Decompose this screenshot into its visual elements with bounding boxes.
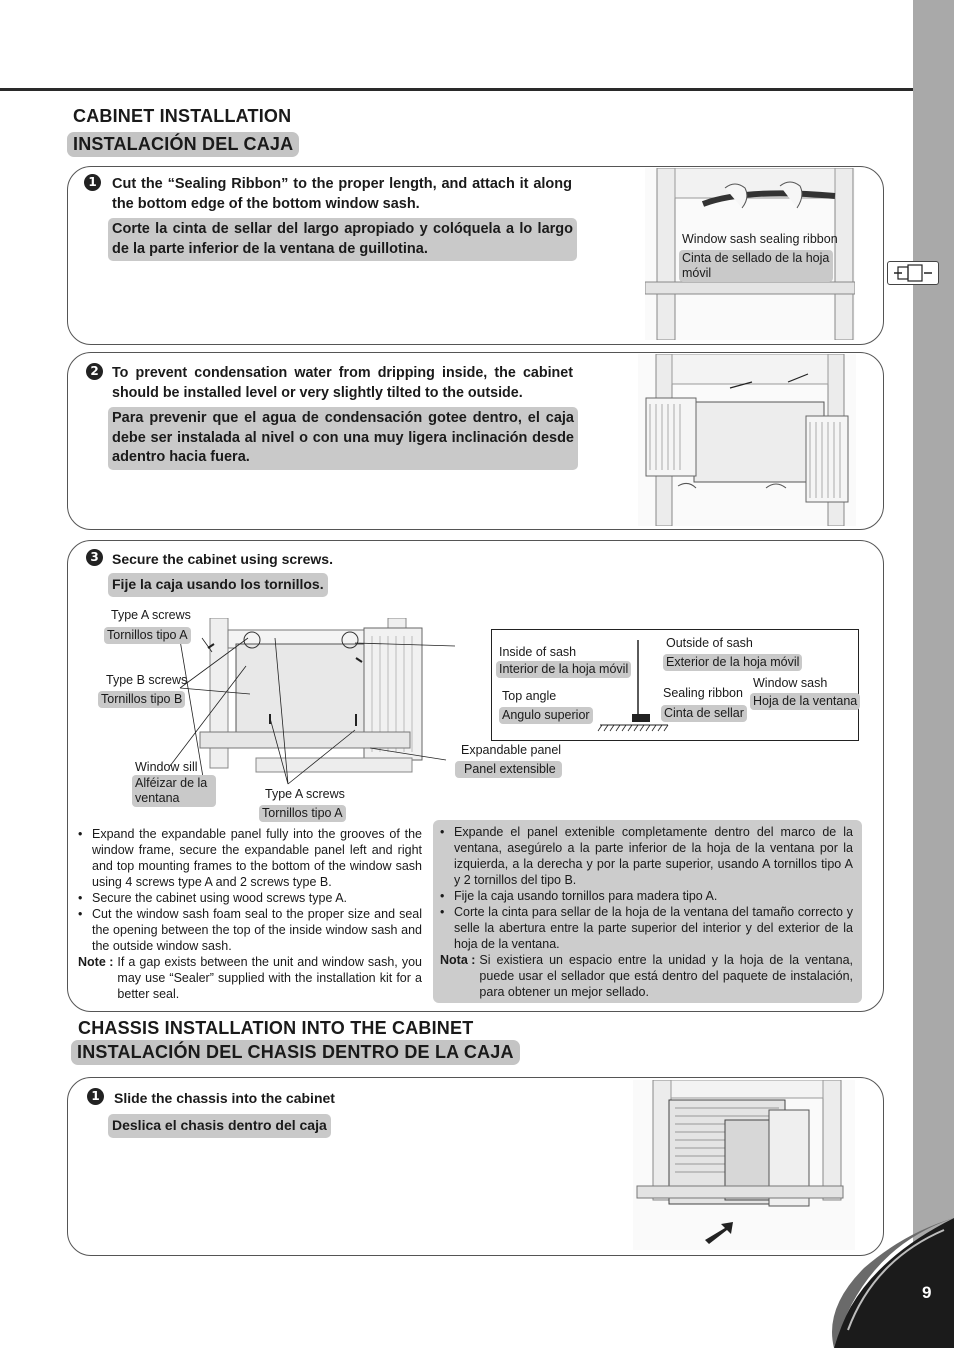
label-inside-sash-en: Inside of sash <box>499 645 577 659</box>
step3-text-en: Secure the cabinet using screws. <box>112 551 333 567</box>
note-label-es: Nota : <box>440 953 476 967</box>
page-number: 9 <box>922 1283 932 1302</box>
label-inside-sash-es: Interior de la hoja móvil <box>496 661 631 678</box>
bullet-en: • Cut the window sash foam seal to the proper size and seal the opening between the top of the inside window sash and the outside window sash. <box>78 906 422 954</box>
bullet-es: • Expande el panel extenible completamente dentro del marco de la ventana, asegúrelo a la parte inferior de la hoja de la ventana por la izquierda, a la derecha y por la parte superior, usando A tornillos tipo A y 2 tornillos del tipo B. <box>440 824 853 888</box>
bullet-es: • Corte la cinta para sellar de la hoja de la ventana del tamaño correcto y selle la abertura entre la parte superior del interior y del exterior de la hoja de la ventana. <box>440 904 853 952</box>
bullet-es: • Fije la caja usando tornillos para madera tipo A. <box>440 888 853 904</box>
step-number: 3 <box>86 549 103 566</box>
step-number: 1 <box>87 1088 104 1105</box>
chassis-title-en: CHASSIS INSTALLATION INTO THE CABINET <box>78 1018 474 1038</box>
label-top-angle-en: Top angle <box>502 689 557 703</box>
label-window-sash-ribbon-en: Window sash sealing ribbon <box>682 232 838 246</box>
label-window-sill-es: Alféizar de la ventana <box>132 775 216 807</box>
note-es <box>440 952 853 1000</box>
step-number: 2 <box>86 363 103 380</box>
chassis-step1-text-es: Deslica el chasis dentro del caja <box>108 1114 331 1138</box>
step3-text-es: Fije la caja usando los tornillos. <box>108 573 328 597</box>
label-window-sill-en: Window sill <box>135 760 198 774</box>
step1-text-en: Cut the “Sealing Ribbon” to the proper length, and attach it along the bottom edge of the bottom window sash. <box>112 176 572 212</box>
cabinet-title-en: CABINET INSTALLATION <box>73 106 292 126</box>
chassis-title-es: INSTALACIÓN DEL CHASIS DENTRO DE LA CAJA <box>71 1040 520 1065</box>
note-label-en: Note : <box>78 955 114 969</box>
note-text-en: If a gap exists between the unit and window sash, you may use “Sealer” supplied with the installation kit for a better seal. <box>117 955 422 1001</box>
chassis-step1-text-en: Slide the chassis into the cabinet <box>114 1090 335 1106</box>
label-sealing-ribbon-es: Cinta de sellar <box>661 705 747 722</box>
cabinet-title-es: INSTALACIÓN DEL CAJA <box>67 132 299 157</box>
page-curl <box>804 1208 954 1348</box>
label-type-b-en: Type B screws <box>106 673 188 687</box>
label-outside-sash-en: Outside of sash <box>666 636 753 650</box>
label-sealing-ribbon-en: Sealing ribbon <box>663 686 743 700</box>
step1-text-es: Corte la cinta de sellar del largo apropiado y colóquela a lo largo de la parte inferior de la ventana de guillotina. <box>108 218 577 261</box>
note-text-es: Si existiera un espacio entre la unidad y la hoja de la ventana, puede usar el sellador que está dentro del paquete de instalación, para obtener un mejor sellado. <box>479 953 853 999</box>
level-install-illustration <box>638 354 856 526</box>
label-type-a-en: Type A screws <box>111 608 191 622</box>
label-expandable-panel-es: Panel extensible <box>455 761 562 778</box>
bullet-en: • Secure the cabinet using wood screws type A. <box>78 890 422 906</box>
label-type-a2-es: Tornillos tipo A <box>259 805 346 822</box>
side-tab-bar <box>913 0 954 1348</box>
label-top-angle-es: Angulo superior <box>499 707 593 724</box>
step2-text-es: Para prevenir que el agua de condensación gotee dentro, el caja debe ser instalada al nivel o con una muy ligera inclinación desde adentro hacia fuera. <box>108 407 578 470</box>
bullet-en: • Expand the expandable panel fully into the grooves of the window frame, secure the expandable panel left and right and top mounting frames to the bottom of the window sash using 4 screws type A and 2 screws type B. <box>78 826 422 890</box>
label-window-sash-es: Hoja de la ventana <box>750 693 860 710</box>
instructions-en <box>78 826 422 1002</box>
step2-text-en: To prevent condensation water from dripping inside, the cabinet should be installed level or very slightly tilted to the outside. <box>112 365 573 401</box>
top-rule <box>0 88 913 91</box>
window-unit-icon <box>887 261 939 285</box>
label-type-a-es: Tornillos tipo A <box>104 627 191 644</box>
label-outside-sash-es: Exterior de la hoja móvil <box>663 654 802 671</box>
label-expandable-panel-en: Expandable panel <box>461 743 562 757</box>
label-type-a2-en: Type A screws <box>265 787 345 801</box>
label-type-b-es: Tornillos tipo B <box>98 691 185 708</box>
note-en <box>78 954 422 1002</box>
label-window-sash-ribbon-es: Cinta de sellado de la hoja móvil <box>679 250 833 282</box>
instructions-es <box>440 824 853 1000</box>
step-number: 1 <box>84 174 101 191</box>
label-window-sash-en: Window sash <box>753 676 828 690</box>
